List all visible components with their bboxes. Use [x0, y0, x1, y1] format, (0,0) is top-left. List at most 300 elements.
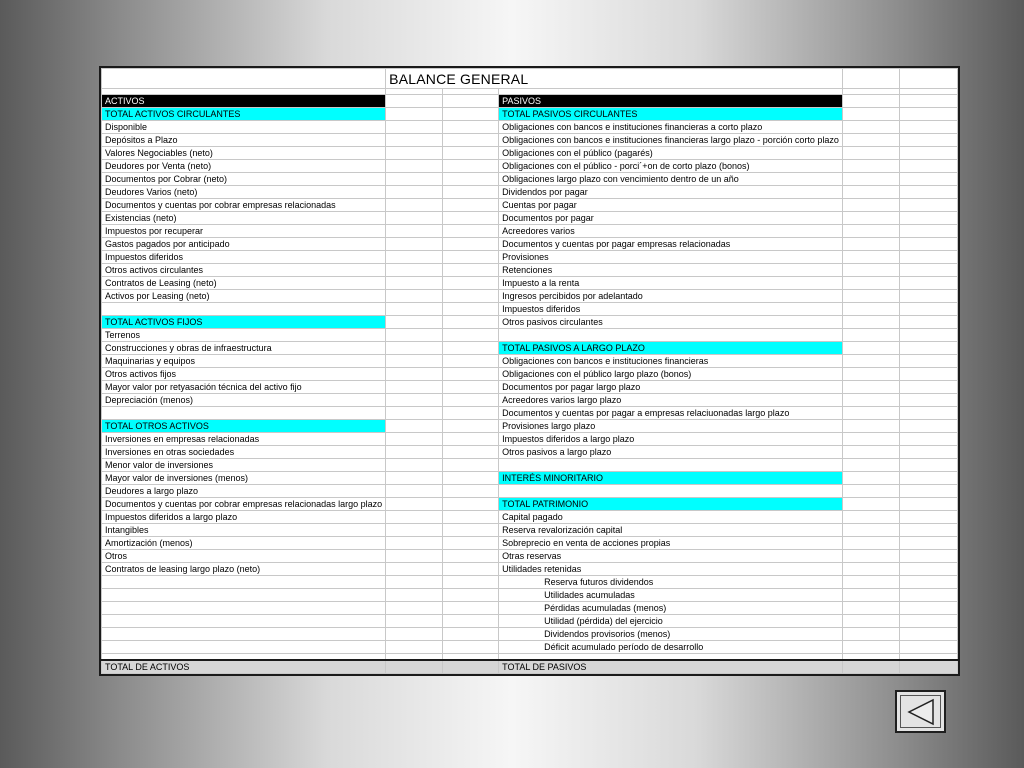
cell[interactable]: [899, 95, 957, 108]
cell[interactable]: [842, 160, 899, 173]
cell[interactable]: [842, 576, 899, 589]
cell[interactable]: [443, 485, 499, 498]
total-activos[interactable]: TOTAL DE ACTIVOS: [102, 660, 386, 674]
cell[interactable]: [443, 108, 499, 121]
cell[interactable]: [842, 277, 899, 290]
pasivos-item[interactable]: Documentos por pagar: [499, 212, 843, 225]
activos-item[interactable]: [102, 589, 386, 602]
cell[interactable]: [842, 472, 899, 485]
table-row: [102, 329, 958, 342]
pasivos-item[interactable]: Retenciones: [499, 264, 843, 277]
activos-item[interactable]: Contratos de Leasing (neto): [102, 277, 386, 290]
cell[interactable]: [842, 563, 899, 576]
pasivos-item[interactable]: Obligaciones con el público largo plazo (bonos): [499, 368, 843, 381]
activos-item[interactable]: Otros activos fijos: [102, 368, 386, 381]
cell[interactable]: [443, 316, 499, 329]
cell[interactable]: [899, 628, 957, 641]
pasivos-item[interactable]: Impuestos diferidos a largo plazo: [499, 433, 843, 446]
cell[interactable]: [842, 134, 899, 147]
activos-item[interactable]: Documentos y cuentas por cobrar empresas relacionadas: [102, 199, 386, 212]
cell[interactable]: [842, 615, 899, 628]
cell[interactable]: [386, 95, 443, 108]
cell[interactable]: [443, 134, 499, 147]
cell[interactable]: [386, 368, 443, 381]
activos-item[interactable]: Gastos pagados por anticipado: [102, 238, 386, 251]
cell[interactable]: [443, 394, 499, 407]
cell[interactable]: [842, 316, 899, 329]
cell[interactable]: [386, 550, 443, 563]
cell[interactable]: [443, 199, 499, 212]
pasivos-item[interactable]: Capital pagado: [499, 511, 843, 524]
table-row: [102, 433, 958, 446]
cell[interactable]: [899, 407, 957, 420]
activos-item[interactable]: Activos por Leasing (neto): [102, 290, 386, 303]
pasivos-section-total[interactable]: TOTAL PASIVOS A LARGO PLAZO: [499, 342, 843, 355]
cell[interactable]: [443, 589, 499, 602]
cell[interactable]: [443, 121, 499, 134]
cell[interactable]: [443, 576, 499, 589]
table-row: [102, 615, 958, 628]
cell[interactable]: [842, 498, 899, 511]
cell[interactable]: [443, 537, 499, 550]
cell[interactable]: [842, 446, 899, 459]
cell[interactable]: [386, 511, 443, 524]
cell[interactable]: [842, 459, 899, 472]
pasivos-item[interactable]: Pérdidas acumuladas (menos): [499, 602, 843, 615]
cell[interactable]: [443, 160, 499, 173]
pasivos-item[interactable]: Déficit acumulado período de desarrollo: [499, 641, 843, 654]
cell[interactable]: [899, 264, 957, 277]
pasivos-item[interactable]: Provisiones largo plazo: [499, 420, 843, 433]
cell[interactable]: [899, 355, 957, 368]
table-row: [102, 303, 958, 316]
total-pasivos[interactable]: TOTAL DE PASIVOS: [499, 660, 843, 674]
cell[interactable]: [842, 602, 899, 615]
activos-item[interactable]: Documentos por Cobrar (neto): [102, 173, 386, 186]
cell[interactable]: [443, 95, 499, 108]
pasivos-item[interactable]: Acreedores varios: [499, 225, 843, 238]
cell[interactable]: [842, 355, 899, 368]
cell[interactable]: [386, 446, 443, 459]
cell[interactable]: [443, 641, 499, 654]
cell[interactable]: [443, 186, 499, 199]
table-row: [102, 394, 958, 407]
table-row: [102, 537, 958, 550]
cell[interactable]: [386, 134, 443, 147]
cell[interactable]: [842, 95, 899, 108]
cell[interactable]: [842, 147, 899, 160]
cell[interactable]: [386, 589, 443, 602]
activos-item[interactable]: Inversiones en empresas relacionadas: [102, 433, 386, 446]
cell[interactable]: [842, 290, 899, 303]
pasivos-item[interactable]: Cuentas por pagar: [499, 199, 843, 212]
cell[interactable]: [899, 537, 957, 550]
pasivos-item[interactable]: Otras reservas: [499, 550, 843, 563]
cell[interactable]: [443, 563, 499, 576]
activos-section-total[interactable]: TOTAL ACTIVOS CIRCULANTES: [102, 108, 386, 121]
cell[interactable]: [386, 199, 443, 212]
activos-item[interactable]: Documentos y cuentas por cobrar empresas relacionadas largo plazo: [102, 498, 386, 511]
cell[interactable]: [443, 550, 499, 563]
cell[interactable]: [443, 303, 499, 316]
cell[interactable]: [899, 615, 957, 628]
cell[interactable]: [899, 511, 957, 524]
cell[interactable]: [899, 498, 957, 511]
activos-item[interactable]: Intangibles: [102, 524, 386, 537]
cell[interactable]: [386, 329, 443, 342]
cell[interactable]: [842, 173, 899, 186]
activos-item[interactable]: Valores Negociables (neto): [102, 147, 386, 160]
cell[interactable]: [899, 173, 957, 186]
cell[interactable]: [386, 316, 443, 329]
cell[interactable]: [842, 303, 899, 316]
cell[interactable]: [899, 238, 957, 251]
activos-item[interactable]: Terrenos: [102, 329, 386, 342]
cell[interactable]: [899, 550, 957, 563]
cell[interactable]: [899, 641, 957, 654]
pasivos-item[interactable]: Acreedores varios largo plazo: [499, 394, 843, 407]
cell[interactable]: [899, 290, 957, 303]
table-row: [102, 485, 958, 498]
cell[interactable]: [386, 121, 443, 134]
totals-row: [102, 660, 958, 674]
table-row: [102, 251, 958, 264]
cell[interactable]: [386, 108, 443, 121]
activos-item[interactable]: Construcciones y obras de infraestructura: [102, 342, 386, 355]
activos-item[interactable]: Disponible: [102, 121, 386, 134]
section-header-row: [102, 95, 958, 108]
cell[interactable]: [386, 147, 443, 160]
activos-item[interactable]: Impuestos por recuperar: [102, 225, 386, 238]
cell[interactable]: [899, 160, 957, 173]
activos-item[interactable]: Contratos de leasing largo plazo (neto): [102, 563, 386, 576]
cell[interactable]: [842, 641, 899, 654]
cell[interactable]: [443, 615, 499, 628]
cell[interactable]: [443, 238, 499, 251]
activos-item[interactable]: Otros activos circulantes: [102, 264, 386, 277]
activos-item[interactable]: Depreciación (menos): [102, 394, 386, 407]
pasivos-item[interactable]: Documentos y cuentas por pagar a empresas relaciuonadas largo plazo: [499, 407, 843, 420]
cell[interactable]: [899, 186, 957, 199]
cell[interactable]: [443, 329, 499, 342]
cell[interactable]: [842, 550, 899, 563]
table-row: [102, 563, 958, 576]
activos-item[interactable]: Menor valor de inversiones: [102, 459, 386, 472]
cell[interactable]: [102, 69, 386, 89]
table-row: [102, 355, 958, 368]
cell[interactable]: [842, 186, 899, 199]
activos-item[interactable]: Existencias (neto): [102, 212, 386, 225]
cell[interactable]: [842, 212, 899, 225]
pasivos-item[interactable]: Otros pasivos a largo plazo: [499, 446, 843, 459]
activos-item[interactable]: [102, 602, 386, 615]
table-row: [102, 602, 958, 615]
cell[interactable]: [443, 212, 499, 225]
cell[interactable]: [386, 186, 443, 199]
table-row: [102, 459, 958, 472]
cell[interactable]: [899, 485, 957, 498]
cell[interactable]: [899, 225, 957, 238]
cell[interactable]: [386, 433, 443, 446]
activos-item[interactable]: [102, 628, 386, 641]
cell[interactable]: [899, 121, 957, 134]
page-title: BALANCE GENERAL: [386, 69, 843, 89]
cell[interactable]: [443, 277, 499, 290]
pasivos-section-total[interactable]: TOTAL PASIVOS CIRCULANTES: [499, 108, 843, 121]
activos-item[interactable]: [102, 407, 386, 420]
cell[interactable]: [386, 459, 443, 472]
table-row: [102, 212, 958, 225]
activos-item[interactable]: Deudores por Venta (neto): [102, 160, 386, 173]
cell[interactable]: [386, 576, 443, 589]
pasivos-item[interactable]: Dividendos por pagar: [499, 186, 843, 199]
cell[interactable]: [386, 615, 443, 628]
activos-section-total[interactable]: TOTAL ACTIVOS FIJOS: [102, 316, 386, 329]
pasivos-item[interactable]: Ingresos percibidos por adelantado: [499, 290, 843, 303]
cell[interactable]: [386, 472, 443, 485]
cell[interactable]: [386, 251, 443, 264]
cell[interactable]: [386, 563, 443, 576]
cell[interactable]: [842, 407, 899, 420]
pasivos-item[interactable]: Impuesto a la renta: [499, 277, 843, 290]
cell[interactable]: [386, 225, 443, 238]
table-row: [102, 225, 958, 238]
cell[interactable]: [842, 368, 899, 381]
activos-item[interactable]: Impuestos diferidos a largo plazo: [102, 511, 386, 524]
activos-item[interactable]: [102, 303, 386, 316]
cell[interactable]: [443, 472, 499, 485]
cell[interactable]: [842, 329, 899, 342]
cell[interactable]: [842, 121, 899, 134]
cell[interactable]: [899, 394, 957, 407]
table-row: [102, 498, 958, 511]
cell[interactable]: [842, 589, 899, 602]
activos-item[interactable]: Mayor valor de inversiones (menos): [102, 472, 386, 485]
pasivos-item[interactable]: Utilidades retenidas: [499, 563, 843, 576]
pasivos-item[interactable]: Obligaciones con el público - porci´+on de corto plazo (bonos): [499, 160, 843, 173]
table-row: [102, 108, 958, 121]
cell[interactable]: [443, 459, 499, 472]
pasivos-item[interactable]: Obligaciones con bancos e instituciones financieras: [499, 355, 843, 368]
cell[interactable]: [443, 173, 499, 186]
cell[interactable]: [842, 511, 899, 524]
table-row: [102, 121, 958, 134]
cell[interactable]: [386, 264, 443, 277]
cell[interactable]: [443, 355, 499, 368]
cell[interactable]: [899, 368, 957, 381]
table-row: [102, 446, 958, 459]
pasivos-item[interactable]: Sobreprecio en venta de acciones propias: [499, 537, 843, 550]
cell[interactable]: [443, 342, 499, 355]
cell[interactable]: [386, 355, 443, 368]
table-row: [102, 420, 958, 433]
cell[interactable]: [899, 134, 957, 147]
cell[interactable]: [899, 251, 957, 264]
table-row: [102, 550, 958, 563]
cell[interactable]: [386, 342, 443, 355]
pasivos-item[interactable]: Obligaciones largo plazo con vencimiento dentro de un año: [499, 173, 843, 186]
activos-item[interactable]: Amortización (menos): [102, 537, 386, 550]
cell[interactable]: [386, 407, 443, 420]
cell[interactable]: [386, 498, 443, 511]
pasivos-section-total[interactable]: TOTAL PATRIMONIO: [499, 498, 843, 511]
back-button-frame: [900, 695, 941, 728]
activos-section-total[interactable]: TOTAL OTROS ACTIVOS: [102, 420, 386, 433]
cell[interactable]: [386, 660, 443, 674]
cell[interactable]: [443, 602, 499, 615]
activos-header[interactable]: ACTIVOS: [102, 95, 386, 108]
pasivos-item[interactable]: [499, 485, 843, 498]
pasivos-item[interactable]: Obligaciones con bancos e instituciones financieras largo plazo - porción corto plazo: [499, 134, 843, 147]
cell[interactable]: [386, 394, 443, 407]
back-button[interactable]: [895, 690, 946, 733]
cell[interactable]: [386, 173, 443, 186]
activos-item[interactable]: Deudores a largo plazo: [102, 485, 386, 498]
table-row: [102, 277, 958, 290]
cell[interactable]: [899, 576, 957, 589]
cell[interactable]: [443, 147, 499, 160]
cell[interactable]: [386, 290, 443, 303]
cell[interactable]: [386, 524, 443, 537]
cell[interactable]: [899, 199, 957, 212]
cell[interactable]: [842, 537, 899, 550]
pasivos-header[interactable]: PASIVOS: [499, 95, 843, 108]
cell[interactable]: [386, 641, 443, 654]
pasivos-item[interactable]: Obligaciones con bancos e instituciones financieras a corto plazo: [499, 121, 843, 134]
pasivos-item[interactable]: Impuestos diferidos: [499, 303, 843, 316]
cell[interactable]: [443, 433, 499, 446]
cell[interactable]: [443, 225, 499, 238]
cell[interactable]: [386, 212, 443, 225]
activos-item[interactable]: Mayor valor por retyasación técnica del activo fijo: [102, 381, 386, 394]
cell[interactable]: [386, 303, 443, 316]
cell[interactable]: [443, 407, 499, 420]
cell[interactable]: [386, 537, 443, 550]
cell[interactable]: [899, 69, 957, 89]
cell[interactable]: [899, 147, 957, 160]
table-row: [102, 589, 958, 602]
cell[interactable]: [443, 420, 499, 433]
cell[interactable]: [443, 251, 499, 264]
cell[interactable]: [386, 602, 443, 615]
cell[interactable]: [842, 108, 899, 121]
cell[interactable]: [842, 342, 899, 355]
cell[interactable]: [443, 264, 499, 277]
cell[interactable]: [899, 660, 957, 674]
cell[interactable]: [899, 108, 957, 121]
cell[interactable]: [899, 381, 957, 394]
cell[interactable]: [842, 628, 899, 641]
pasivos-item[interactable]: Provisiones: [499, 251, 843, 264]
activos-item[interactable]: Inversiones en otras sociedades: [102, 446, 386, 459]
cell[interactable]: [899, 589, 957, 602]
pasivos-item[interactable]: [499, 459, 843, 472]
cell[interactable]: [443, 381, 499, 394]
cell[interactable]: [443, 660, 499, 674]
cell[interactable]: [842, 660, 899, 674]
activos-item[interactable]: Deudores Varios (neto): [102, 186, 386, 199]
cell[interactable]: [443, 290, 499, 303]
cell[interactable]: [443, 498, 499, 511]
activos-item[interactable]: [102, 576, 386, 589]
cell[interactable]: [899, 602, 957, 615]
table-row: [102, 316, 958, 329]
cell[interactable]: [842, 394, 899, 407]
pasivos-item[interactable]: Obligaciones con el público (pagarés): [499, 147, 843, 160]
cell[interactable]: [899, 212, 957, 225]
cell[interactable]: [443, 524, 499, 537]
table-row: [102, 238, 958, 251]
cell[interactable]: [899, 277, 957, 290]
cell[interactable]: [899, 446, 957, 459]
balance-sheet-table: [101, 68, 958, 674]
cell[interactable]: [842, 225, 899, 238]
pasivos-item[interactable]: Utilidades acumuladas: [499, 589, 843, 602]
cell[interactable]: [842, 251, 899, 264]
cell[interactable]: [386, 420, 443, 433]
cell[interactable]: [899, 420, 957, 433]
cell[interactable]: [899, 524, 957, 537]
cell[interactable]: [842, 420, 899, 433]
cell[interactable]: [842, 433, 899, 446]
pasivos-item[interactable]: [499, 329, 843, 342]
cell[interactable]: [386, 628, 443, 641]
cell[interactable]: [443, 511, 499, 524]
pasivos-item[interactable]: Documentos por pagar largo plazo: [499, 381, 843, 394]
cell[interactable]: [842, 524, 899, 537]
pasivos-item[interactable]: Dividendos provisorios (menos): [499, 628, 843, 641]
cell[interactable]: [899, 459, 957, 472]
activos-item[interactable]: Impuestos diferidos: [102, 251, 386, 264]
pasivos-item[interactable]: Utilidad (pérdida) del ejercicio: [499, 615, 843, 628]
cell[interactable]: [842, 199, 899, 212]
cell[interactable]: [899, 563, 957, 576]
pasivos-section-total[interactable]: INTERÉS MINORITARIO: [499, 472, 843, 485]
pasivos-item[interactable]: Reserva revalorización capital: [499, 524, 843, 537]
cell[interactable]: [842, 238, 899, 251]
cell[interactable]: [443, 628, 499, 641]
activos-item[interactable]: [102, 615, 386, 628]
cell[interactable]: [386, 381, 443, 394]
title-row: [102, 69, 958, 89]
cell[interactable]: [899, 316, 957, 329]
pasivos-item[interactable]: Documentos y cuentas por pagar empresas relacionadas: [499, 238, 843, 251]
activos-item[interactable]: Maquinarias y equipos: [102, 355, 386, 368]
activos-item[interactable]: Depósitos a Plazo: [102, 134, 386, 147]
cell[interactable]: [899, 303, 957, 316]
cell[interactable]: [386, 485, 443, 498]
activos-item[interactable]: Otros: [102, 550, 386, 563]
cell[interactable]: [842, 485, 899, 498]
cell[interactable]: [386, 238, 443, 251]
pasivos-item[interactable]: Otros pasivos circulantes: [499, 316, 843, 329]
cell[interactable]: [842, 264, 899, 277]
pasivos-item[interactable]: Reserva futuros dividendos: [499, 576, 843, 589]
table-row: [102, 264, 958, 277]
cell[interactable]: [386, 277, 443, 290]
table-row: [102, 628, 958, 641]
cell[interactable]: [842, 381, 899, 394]
cell[interactable]: [443, 446, 499, 459]
activos-item[interactable]: [102, 641, 386, 654]
cell[interactable]: [899, 329, 957, 342]
cell[interactable]: [899, 342, 957, 355]
cell[interactable]: [899, 433, 957, 446]
cell[interactable]: [443, 368, 499, 381]
cell[interactable]: [386, 160, 443, 173]
cell[interactable]: [899, 472, 957, 485]
cell[interactable]: [842, 69, 899, 89]
